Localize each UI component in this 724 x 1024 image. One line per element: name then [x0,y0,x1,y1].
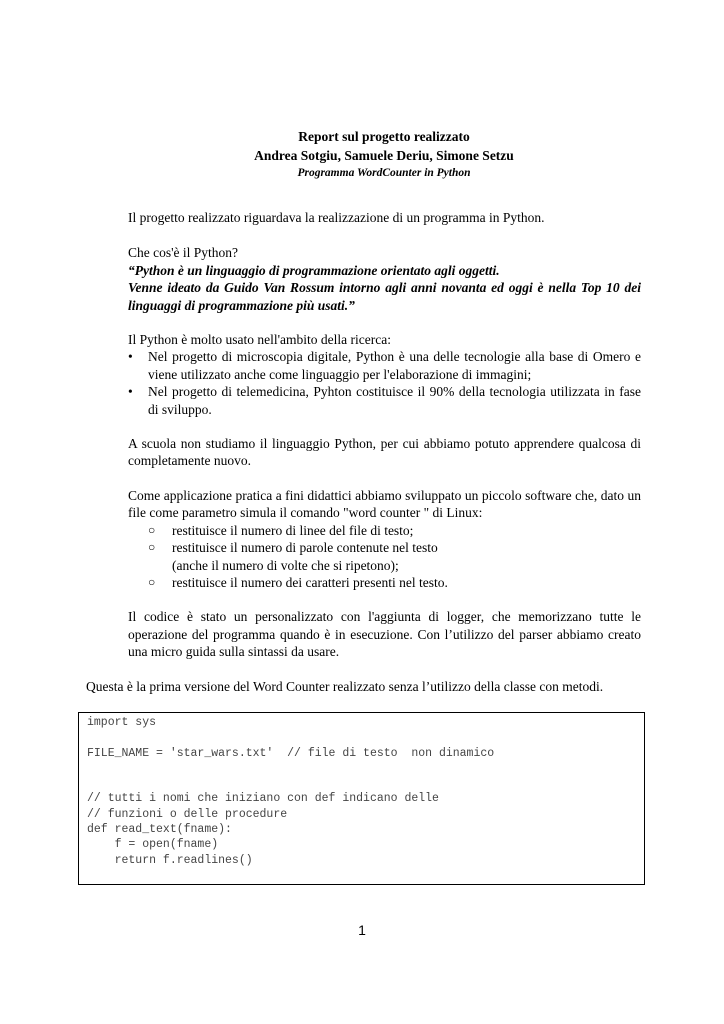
code-line [87,776,636,791]
school-paragraph: A scuola non studiamo il linguaggio Python, per cui abbiamo potuto apprendere qualcosa di completamente nuovo. [128,436,641,469]
question-line: Che cos'è il Python? [128,245,239,261]
list-item-text: restituisce il numero di parole contenute nel testo [172,540,438,556]
code-line: def read_text(fname): [87,823,232,837]
application-lead: Come applicazione pratica a fini didattici abbiamo sviluppato un piccolo software che, dato un file come parametro simula il comando "word counter " di Linux: [128,487,641,521]
application-list [128,522,641,592]
report-subtitle: Programma WordCounter in Python [297,167,471,179]
bullet-marker: • [128,384,133,400]
code-line: import sys [87,716,157,729]
logger-paragraph: Il codice è stato un personalizzato con l'aggiunta di logger, che memorizzano tutte le operazione del programma quando è in esecuzione. Con l’utilizzo del parser abbiamo creato una micro guida sulla sintassi da usare. [128,609,641,660]
list-item-text: restituisce il numero di linee del file di testo; [172,522,414,538]
code-line [87,761,636,776]
quote-line-1: “Python è un linguaggio di programmazione orientato agli oggetti. [128,262,500,278]
spacer [128,470,641,487]
spacer [128,418,641,435]
report-body [128,209,641,661]
report-title: Report sul progetto realizzato [298,129,470,144]
list-item [128,383,641,418]
code-line [87,730,636,745]
code-line: f = open(fname) [87,838,219,852]
research-lead: Il Python è molto usato nell'ambito della ricerca: [128,332,391,348]
intro-paragraph: Il progetto realizzato riguardava la realizzazione di un programma in Python. [128,210,545,225]
list-item-text: Nel progetto di telemedicina, Pyhton costituisce il 90% della tecnologia utilizzata in fase di sviluppo. [148,384,641,417]
report-authors: Andrea Sotgiu, Samuele Deriu, Simone Setzu [254,148,514,163]
quote-line-2: Venne ideato da Guido Van Rossum intorno agli anni novanta ed oggi è nella Top 10 dei linguaggi di programmazione più usati.” [128,280,641,313]
list-item [148,539,641,574]
circle-marker: ○ [148,540,156,555]
list-item [148,574,641,591]
list-item-text: restituisce il numero dei caratteri presenti nel testo. [172,574,448,590]
list-item [128,348,641,383]
python-quote [128,262,641,314]
circle-marker: ○ [148,574,156,589]
list-item [148,522,641,539]
code-line: FILE_NAME = 'star_wars.txt' // file di testo non dinamico [87,746,495,760]
page-number: 1 [358,922,366,938]
version-note: Questa è la prima versione del Word Counter realizzato senza l’utilizzo della classe con metodi. [86,679,604,694]
circle-marker: ○ [148,522,156,537]
bullet-marker: • [128,349,133,365]
list-item-continuation: (anche il numero di volte che si ripetono); [172,557,399,573]
code-line: return f.readlines() [87,853,253,867]
spacer [128,591,641,608]
research-list [128,348,641,418]
code-line: // funzioni o delle procedure [87,807,288,821]
report-header [0,128,724,181]
code-block [78,712,645,885]
code-line: // tutti i nomi che iniziano con def indicano delle [87,792,439,806]
list-item-text: Nel progetto di microscopia digitale, Python è una delle tecnologie alla base di Omero e viene utilizzato anche come linguaggio per l'elaborazione di immagini; [148,349,641,382]
